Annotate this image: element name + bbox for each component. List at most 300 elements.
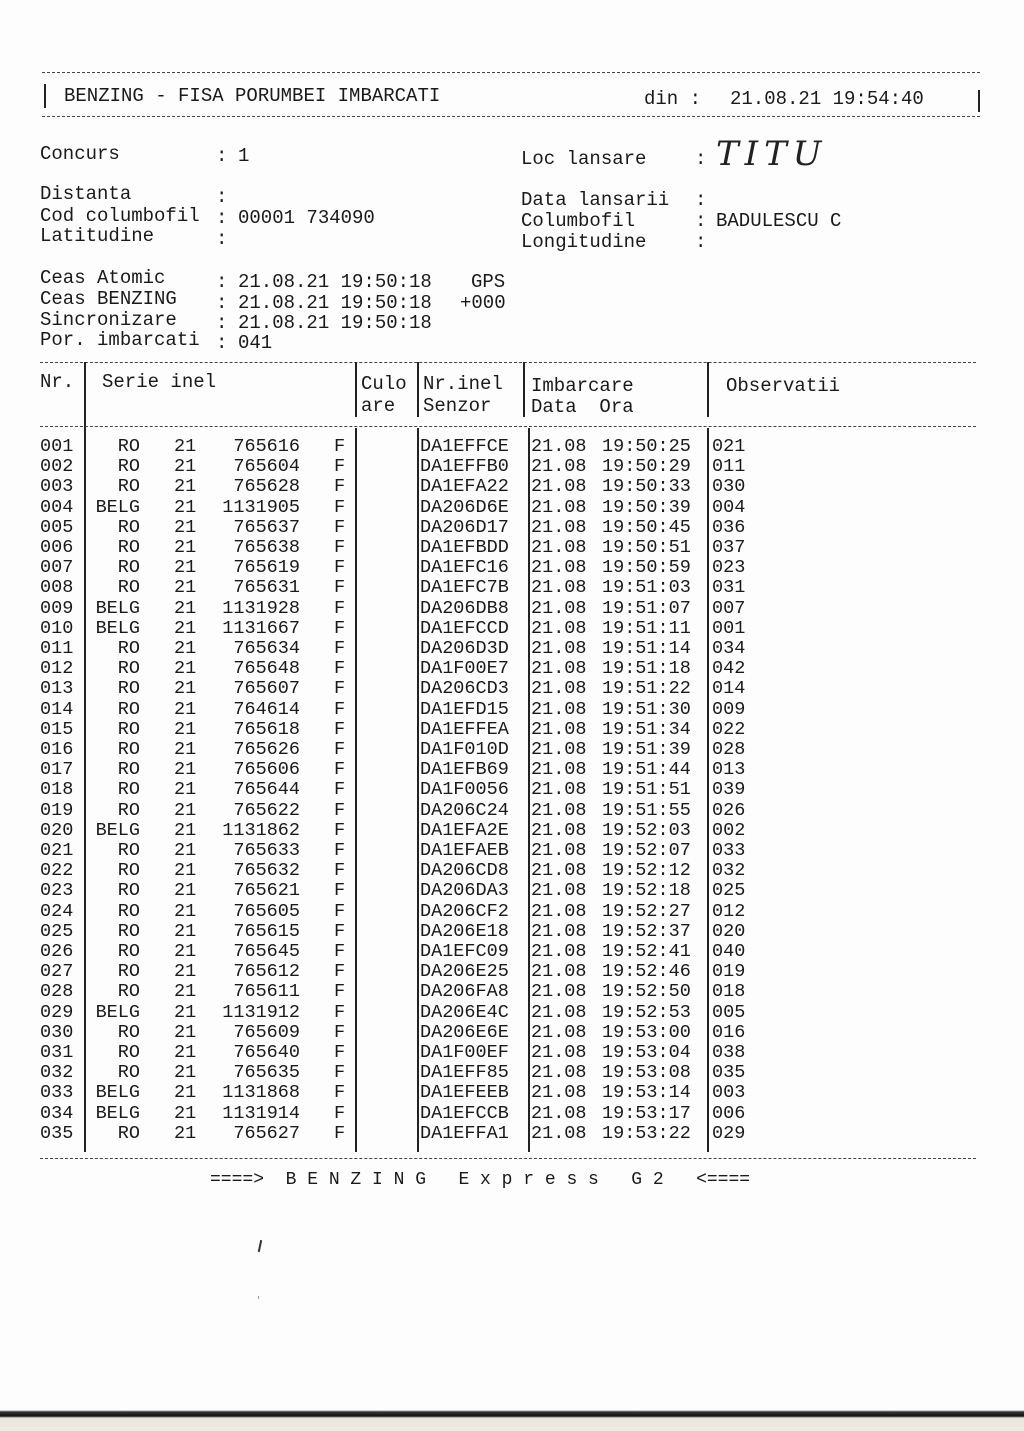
table-bottom-border: [40, 1158, 976, 1159]
cell-observatii: 032: [712, 860, 746, 882]
cell-sex: F: [334, 577, 346, 599]
cell-ring: 765607: [233, 678, 300, 700]
cell-country: RO: [117, 476, 140, 498]
cell-observatii: 034: [712, 638, 746, 659]
cell-date: 21.08: [531, 819, 587, 841]
concurs-sep: :: [216, 145, 228, 167]
cell-observatii: 042: [712, 658, 746, 680]
cell-country: RO: [117, 799, 140, 821]
cell-ring: 765627: [233, 1122, 300, 1144]
cell-date: 21.08: [531, 759, 587, 781]
cell-sex: F: [334, 819, 346, 841]
cell-sex: F: [334, 718, 346, 740]
cell-date: 21.08: [531, 496, 587, 518]
cell-sex: F: [334, 1021, 346, 1043]
cell-year: 21: [174, 436, 197, 457]
cell-sensor: DA1EFEEB: [420, 1082, 509, 1104]
cell-nr: 019: [40, 799, 74, 821]
cell-sensor: DA206CD8: [420, 860, 509, 882]
cell-observatii: 009: [712, 698, 746, 720]
cell-ring: 765628: [233, 476, 300, 498]
cell-year: 21: [174, 1082, 197, 1104]
cell-sex: F: [334, 516, 346, 538]
cell-country: RO: [117, 698, 140, 720]
cell-nr: 014: [40, 698, 74, 720]
cell-sex: F: [334, 900, 346, 922]
cell-observatii: 018: [712, 981, 746, 1003]
distanta-label: Distanta: [40, 183, 132, 205]
cell-nr: 025: [40, 920, 74, 942]
latitudine-sep: :: [216, 228, 228, 250]
cell-sex: F: [334, 739, 346, 760]
cell-year: 21: [174, 698, 197, 720]
cell-nr: 033: [40, 1082, 74, 1104]
table-row: [0, 801, 1024, 821]
cell-ring: 1131667: [222, 617, 300, 639]
cell-sensor: DA1EFFB0: [420, 456, 509, 478]
cell-observatii: 025: [712, 880, 746, 902]
cell-year: 21: [174, 476, 197, 498]
cell-sex: F: [334, 537, 346, 558]
cell-sensor: DA1EFC7B: [420, 577, 509, 599]
cell-sensor: DA1EFA22: [420, 476, 509, 498]
cell-observatii: 028: [712, 739, 746, 760]
cell-time: 19:51:11: [602, 617, 691, 639]
data-lansarii-sep: :: [695, 189, 707, 211]
cell-year: 21: [174, 577, 197, 599]
cell-sensor: DA1EFCCD: [420, 617, 509, 639]
cell-country: BELG: [95, 1102, 140, 1124]
table-row: [0, 578, 1024, 598]
ceas-benzing-sep: :: [216, 292, 228, 314]
loc-lansare-label: Loc lansare: [521, 148, 647, 170]
cell-nr: 006: [40, 537, 74, 558]
cell-nr: 015: [40, 718, 74, 740]
cell-nr: 016: [40, 739, 74, 760]
table-row: [0, 700, 1024, 720]
footer-brand: ====> B E N Z I N G E x p r e s s G 2 <====: [210, 1170, 751, 1190]
header-bottom-border: [42, 116, 980, 117]
table-row: [0, 1043, 1024, 1063]
ceas-benzing-label: Ceas BENZING: [40, 288, 177, 310]
cell-country: RO: [117, 920, 140, 942]
cell-ring: 765631: [233, 577, 300, 599]
table-row: [0, 538, 1024, 558]
ceas-atomic-label: Ceas Atomic: [40, 267, 166, 289]
cell-observatii: 016: [712, 1021, 746, 1043]
cell-observatii: 014: [712, 678, 746, 700]
cell-nr: 008: [40, 577, 74, 599]
cell-time: 19:50:45: [602, 516, 691, 538]
cell-nr: 001: [40, 436, 74, 457]
cell-time: 19:52:41: [602, 941, 691, 962]
cell-sensor: DA206FA8: [420, 981, 509, 1003]
cell-sensor: DA1F010D: [420, 739, 509, 760]
cell-year: 21: [174, 718, 197, 740]
cell-ring: 765633: [233, 840, 300, 861]
loc-lansare-sep: :: [695, 148, 707, 170]
longitudine-label: Longitudine: [521, 231, 647, 253]
cell-nr: 020: [40, 819, 74, 841]
cell-nr: 030: [40, 1021, 74, 1043]
cell-nr: 003: [40, 476, 74, 498]
cell-country: RO: [117, 941, 140, 962]
cell-nr: 031: [40, 1042, 74, 1063]
distanta-sep: :: [216, 186, 228, 208]
cell-date: 21.08: [531, 900, 587, 922]
cell-sex: F: [334, 557, 346, 579]
cell-observatii: 011: [712, 456, 746, 478]
cell-year: 21: [174, 759, 197, 781]
cell-year: 21: [174, 658, 197, 680]
cell-time: 19:53:00: [602, 1021, 691, 1043]
cell-year: 21: [174, 779, 197, 801]
date-label: din :: [644, 88, 702, 110]
cell-date: 21.08: [531, 1102, 587, 1124]
cell-nr: 032: [40, 1062, 74, 1084]
cell-country: RO: [117, 779, 140, 801]
table-row: [0, 639, 1024, 659]
cell-observatii: 005: [712, 1001, 746, 1023]
header-observatii: Observatii: [726, 375, 841, 397]
columbofil-value: BADULESCU C: [716, 210, 842, 232]
cell-nr: 007: [40, 557, 74, 579]
table-header-bottom-border: [40, 426, 976, 427]
cell-year: 21: [174, 1042, 197, 1063]
cell-country: BELG: [95, 1001, 140, 1023]
cell-observatii: 003: [712, 1082, 746, 1104]
cell-year: 21: [174, 597, 197, 619]
cell-country: RO: [117, 860, 140, 882]
sincronizare-label: Sincronizare: [40, 309, 177, 331]
cell-nr: 011: [40, 638, 74, 659]
cell-sex: F: [334, 1122, 346, 1144]
cell-country: RO: [117, 557, 140, 579]
cell-observatii: 019: [712, 961, 746, 983]
cell-sex: F: [334, 617, 346, 639]
cell-observatii: 040: [712, 941, 746, 962]
cell-nr: 034: [40, 1102, 74, 1124]
cell-sex: F: [334, 597, 346, 619]
cell-time: 19:50:39: [602, 496, 691, 518]
cell-sex: F: [334, 920, 346, 942]
cell-sensor: DA206E4C: [420, 1001, 509, 1023]
cell-sensor: DA1EFBDD: [420, 537, 509, 558]
table-row: [0, 679, 1024, 699]
cell-country: RO: [117, 1042, 140, 1063]
cell-time: 19:51:14: [602, 638, 691, 659]
sincronizare-sep: :: [216, 312, 228, 334]
cell-sex: F: [334, 658, 346, 680]
cell-country: BELG: [95, 496, 140, 518]
table-row: [0, 780, 1024, 800]
cell-country: RO: [117, 577, 140, 599]
document-title: BENZING - FISA PORUMBEI IMBARCATI: [64, 85, 441, 107]
cell-nr: 028: [40, 981, 74, 1003]
cell-date: 21.08: [531, 476, 587, 498]
cell-date: 21.08: [531, 638, 587, 659]
table-row: [0, 599, 1024, 619]
cell-observatii: 006: [712, 1102, 746, 1124]
cell-date: 21.08: [531, 840, 587, 861]
table-row: [0, 962, 1024, 982]
table-row: [0, 1083, 1024, 1103]
header-imbarcare-line1: Imbarcare: [531, 375, 634, 397]
cell-sensor: DA206CD3: [420, 678, 509, 700]
longitudine-sep: :: [695, 231, 707, 253]
cell-ring: 765622: [233, 799, 300, 821]
cell-date: 21.08: [531, 880, 587, 902]
header-top-border: [42, 72, 980, 73]
cell-ring: 765612: [233, 961, 300, 983]
header-nr-inel-line1: Nr.inel: [423, 373, 503, 395]
cell-ring: 1131868: [222, 1082, 300, 1104]
table-row: [0, 982, 1024, 1002]
cell-time: 19:51:03: [602, 577, 691, 599]
cell-ring: 1131928: [222, 597, 300, 619]
table-row: [0, 457, 1024, 477]
cell-ring: 765605: [233, 900, 300, 922]
header-left-border: [44, 84, 46, 108]
cell-nr: 010: [40, 617, 74, 639]
cell-sex: F: [334, 638, 346, 659]
cell-nr: 004: [40, 496, 74, 518]
cell-ring: 765604: [233, 456, 300, 478]
columbofil-sep: :: [695, 210, 707, 232]
cell-sensor: DA1EFAEB: [420, 840, 509, 861]
cell-sex: F: [334, 496, 346, 518]
cell-ring: 765644: [233, 779, 300, 801]
cell-time: 19:51:39: [602, 739, 691, 760]
columbofil-label: Columbofil: [521, 210, 636, 232]
table-row: [0, 841, 1024, 861]
cell-year: 21: [174, 1102, 197, 1124]
cell-ring: 765619: [233, 557, 300, 579]
cell-nr: 021: [40, 840, 74, 861]
cell-date: 21.08: [531, 779, 587, 801]
cell-date: 21.08: [531, 658, 587, 680]
cell-sensor: DA1EFF85: [420, 1062, 509, 1084]
header-nr-inel-line2: Senzor: [423, 395, 492, 417]
table-row: [0, 558, 1024, 578]
cell-country: RO: [117, 1062, 140, 1084]
cell-ring: 765626: [233, 739, 300, 760]
cell-date: 21.08: [531, 920, 587, 942]
cell-date: 21.08: [531, 1122, 587, 1144]
cell-date: 21.08: [531, 456, 587, 478]
cell-time: 19:53:04: [602, 1042, 691, 1063]
table-top-border: [40, 362, 976, 363]
cell-observatii: 029: [712, 1122, 746, 1144]
table-row: [0, 437, 1024, 457]
cell-time: 19:51:18: [602, 658, 691, 680]
col-divider-culoare: [417, 362, 419, 417]
col-divider-senzor: [523, 362, 525, 417]
cell-observatii: 001: [712, 617, 746, 639]
table-row: [0, 1023, 1024, 1043]
cell-nr: 022: [40, 860, 74, 882]
cell-sex: F: [334, 840, 346, 861]
cell-date: 21.08: [531, 557, 587, 579]
cell-date: 21.08: [531, 941, 587, 962]
cell-sensor: DA206CF2: [420, 900, 509, 922]
col-divider-imbarcare: [707, 362, 709, 417]
cell-year: 21: [174, 456, 197, 478]
porumbei-imbarcati-value: 041: [238, 332, 273, 354]
cell-observatii: 036: [712, 516, 746, 538]
cell-ring: 765635: [233, 1062, 300, 1084]
header-imbarcare-line2: Data Ora: [531, 396, 634, 418]
cell-country: RO: [117, 718, 140, 740]
cell-sensor: DA1EFFEA: [420, 718, 509, 740]
cod-columbofil-value: 00001 734090: [238, 207, 375, 229]
table-row: [0, 740, 1024, 760]
cell-ring: 765611: [233, 981, 300, 1003]
cell-year: 21: [174, 900, 197, 922]
date-value: 21.08.21 19:54:40: [730, 88, 924, 110]
cell-time: 19:51:44: [602, 759, 691, 781]
cell-time: 19:51:34: [602, 718, 691, 740]
cell-ring: 765638: [233, 537, 300, 558]
cell-sex: F: [334, 476, 346, 498]
cell-nr: 018: [40, 779, 74, 801]
cell-country: RO: [117, 1122, 140, 1144]
cell-ring: 765606: [233, 759, 300, 781]
cell-year: 21: [174, 496, 197, 518]
cell-time: 19:50:29: [602, 456, 691, 478]
cell-date: 21.08: [531, 739, 587, 760]
cell-time: 19:51:51: [602, 779, 691, 801]
table-row: [0, 477, 1024, 497]
cell-ring: 765632: [233, 860, 300, 882]
table-row: [0, 821, 1024, 841]
cell-time: 19:51:55: [602, 799, 691, 821]
cell-year: 21: [174, 920, 197, 942]
cell-sensor: DA1EFCCB: [420, 1102, 509, 1124]
cell-country: BELG: [95, 617, 140, 639]
cell-sensor: DA206D6E: [420, 496, 509, 518]
cell-sex: F: [334, 1042, 346, 1063]
cell-sensor: DA206D17: [420, 516, 509, 538]
cell-observatii: 038: [712, 1042, 746, 1063]
cell-observatii: 012: [712, 900, 746, 922]
cell-nr: 013: [40, 678, 74, 700]
cell-sensor: DA206D3D: [420, 638, 509, 659]
porumbei-imbarcati-label: Por. imbarcati: [40, 329, 200, 351]
cell-country: BELG: [95, 597, 140, 619]
cell-year: 21: [174, 1062, 197, 1084]
cell-date: 21.08: [531, 1042, 587, 1063]
cod-columbofil-sep: :: [216, 207, 228, 229]
cell-year: 21: [174, 840, 197, 861]
header-serie-inel: Serie inel: [102, 371, 217, 393]
cell-year: 21: [174, 537, 197, 558]
cell-date: 21.08: [531, 698, 587, 720]
cell-country: RO: [117, 658, 140, 680]
cell-ring: 765648: [233, 658, 300, 680]
cell-date: 21.08: [531, 1082, 587, 1104]
header-right-border: [978, 90, 980, 112]
table-row: [0, 902, 1024, 922]
cell-date: 21.08: [531, 577, 587, 599]
cell-date: 21.08: [531, 1062, 587, 1084]
cell-date: 21.08: [531, 1001, 587, 1023]
cell-country: RO: [117, 900, 140, 922]
cell-year: 21: [174, 638, 197, 659]
cell-sex: F: [334, 880, 346, 902]
cell-ring: 764614: [233, 698, 300, 720]
cell-date: 21.08: [531, 597, 587, 619]
cell-nr: 017: [40, 759, 74, 781]
cell-observatii: 031: [712, 577, 746, 599]
table-row: [0, 922, 1024, 942]
table-row: [0, 1124, 1024, 1144]
table-row: [0, 881, 1024, 901]
table-row: [0, 659, 1024, 679]
cell-year: 21: [174, 557, 197, 579]
cell-ring: 765621: [233, 880, 300, 902]
scan-speck: [258, 1240, 262, 1252]
cell-time: 19:50:51: [602, 537, 691, 558]
cell-date: 21.08: [531, 718, 587, 740]
cell-country: RO: [117, 961, 140, 983]
ceas-benzing-value: 21.08.21 19:50:18: [238, 292, 432, 314]
cell-observatii: 039: [712, 779, 746, 801]
cell-time: 19:52:53: [602, 1001, 691, 1023]
cell-ring: 765640: [233, 1042, 300, 1063]
cell-sex: F: [334, 1001, 346, 1023]
cell-country: RO: [117, 436, 140, 457]
cell-time: 19:52:18: [602, 880, 691, 902]
cell-year: 21: [174, 799, 197, 821]
cell-sensor: DA206DB8: [420, 597, 509, 619]
cell-country: RO: [117, 759, 140, 781]
cell-sensor: DA1EFB69: [420, 759, 509, 781]
cell-country: RO: [117, 516, 140, 538]
cell-date: 21.08: [531, 678, 587, 700]
table-row: [0, 619, 1024, 639]
sincronizare-value: 21.08.21 19:50:18: [238, 312, 432, 334]
cell-sex: F: [334, 981, 346, 1003]
cell-ring: 765637: [233, 516, 300, 538]
cell-sensor: DA206E18: [420, 920, 509, 942]
cell-country: RO: [117, 981, 140, 1003]
cell-sensor: DA206E25: [420, 961, 509, 983]
cell-sex: F: [334, 698, 346, 720]
cell-sex: F: [334, 779, 346, 801]
latitudine-label: Latitudine: [40, 225, 155, 247]
ceas-benzing-suffix: +000: [460, 292, 506, 314]
cell-year: 21: [174, 880, 197, 902]
table-row: [0, 1003, 1024, 1023]
cell-sensor: DA206DA3: [420, 880, 509, 902]
cell-time: 19:52:46: [602, 961, 691, 983]
cell-sensor: DA1EFC16: [420, 557, 509, 579]
cell-observatii: 030: [712, 476, 746, 498]
page-edge: [0, 1402, 1024, 1431]
header-nr: Nr.: [40, 371, 75, 393]
cell-time: 19:51:22: [602, 678, 691, 700]
cell-year: 21: [174, 1021, 197, 1043]
table-row: [0, 1063, 1024, 1083]
cell-year: 21: [174, 981, 197, 1003]
ceas-atomic-suffix: GPS: [471, 271, 506, 293]
cell-observatii: 021: [712, 436, 746, 457]
cell-date: 21.08: [531, 516, 587, 538]
cell-ring: 1131862: [222, 819, 300, 841]
cell-country: RO: [117, 638, 140, 659]
cell-nr: 023: [40, 880, 74, 902]
